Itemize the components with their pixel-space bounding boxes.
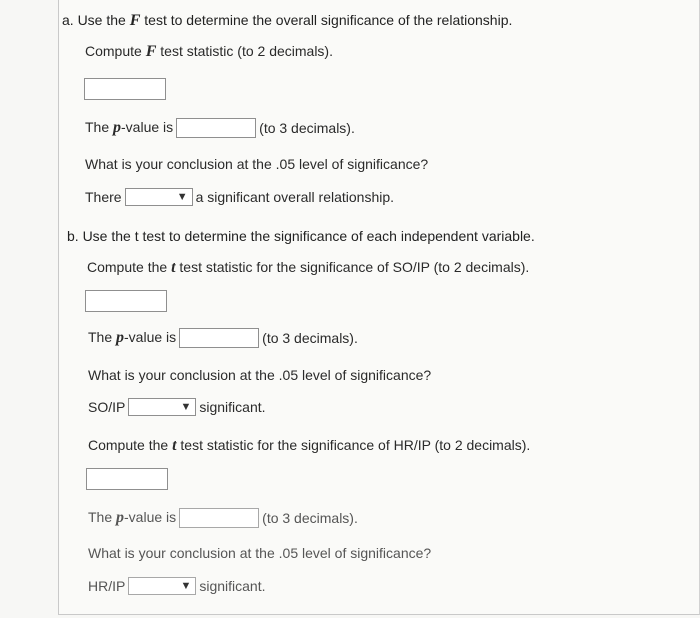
so-ip-conclusion-select[interactable] [128,398,196,416]
chevron-down-icon: ▼ [180,579,192,592]
f-symbol: F [129,12,141,29]
hr-ip-t-statistic-input[interactable] [86,468,168,490]
t-symbol: t [171,259,176,276]
hr-ip-conclusion-select[interactable] [128,577,196,595]
p-symbol: p [113,119,122,136]
pvalue-suffix: (to 3 decimals). [262,330,358,346]
conclusion-suffix: significant. [199,399,266,415]
part-a-conclusion-row [85,188,394,206]
f-symbol: F [145,43,157,60]
part-a-conclusion-question: What is your conclusion at the .05 level of significance? [85,156,429,172]
so-ip-compute-label [87,259,529,277]
hr-ip-conclusion-row [88,577,266,595]
pvalue-prefix: The [85,119,110,135]
part-a-compute-label [85,43,333,61]
so-ip-t-statistic-input[interactable] [85,290,167,312]
chevron-down-icon: ▼ [176,190,188,203]
pvalue-suffix: (to 3 decimals). [262,510,358,526]
compute-suffix: test statistic for the significance of HR/IP (to 2 decimals). [180,437,531,453]
so-ip-pvalue-input[interactable] [179,328,259,348]
t-symbol: t [172,437,177,454]
so-ip-conclusion-row [88,398,266,416]
part-a-pvalue-input[interactable] [176,118,256,138]
p-symbol: p [116,509,125,526]
pvalue-prefix: The [88,509,113,525]
pvalue-mid: -value is [121,119,174,135]
pvalue-prefix: The [88,329,113,345]
pvalue-mid: -value is [124,509,177,525]
part-a-heading-prefix: a. Use the [62,12,126,28]
part-a-conclusion-select[interactable] [125,188,193,206]
compute-prefix: Compute [85,43,142,59]
so-ip-pvalue-row [88,328,358,348]
chevron-down-icon: ▼ [180,400,192,413]
pvalue-suffix: (to 3 decimals). [259,120,355,136]
hr-ip-compute-label [88,437,530,455]
conclusion-prefix: There [85,189,122,205]
part-a-pvalue-row [85,118,355,138]
conclusion-prefix: HR/IP [88,578,126,594]
compute-suffix: test statistic for the significance of SO/IP (to 2 decimals). [179,259,530,275]
p-symbol: p [116,329,125,346]
hr-ip-pvalue-row [88,508,358,528]
compute-suffix: test statistic (to 2 decimals). [160,43,333,59]
conclusion-prefix: SO/IP [88,399,126,415]
compute-prefix: Compute the [88,437,169,453]
conclusion-suffix: a significant overall relationship. [195,189,395,205]
part-a-heading [62,12,512,30]
part-b-heading: b. Use the t test to determine the significance of each independent variable. [67,228,535,244]
part-a-heading-suffix: test to determine the overall significance of the relationship. [144,12,513,28]
conclusion-suffix: significant. [199,578,266,594]
f-statistic-input[interactable] [84,78,166,100]
hr-ip-conclusion-question: What is your conclusion at the .05 level of significance? [88,545,432,561]
compute-prefix: Compute the [87,259,168,275]
hr-ip-pvalue-input[interactable] [179,508,259,528]
so-ip-conclusion-question: What is your conclusion at the .05 level of significance? [88,367,432,383]
pvalue-mid: -value is [124,329,177,345]
